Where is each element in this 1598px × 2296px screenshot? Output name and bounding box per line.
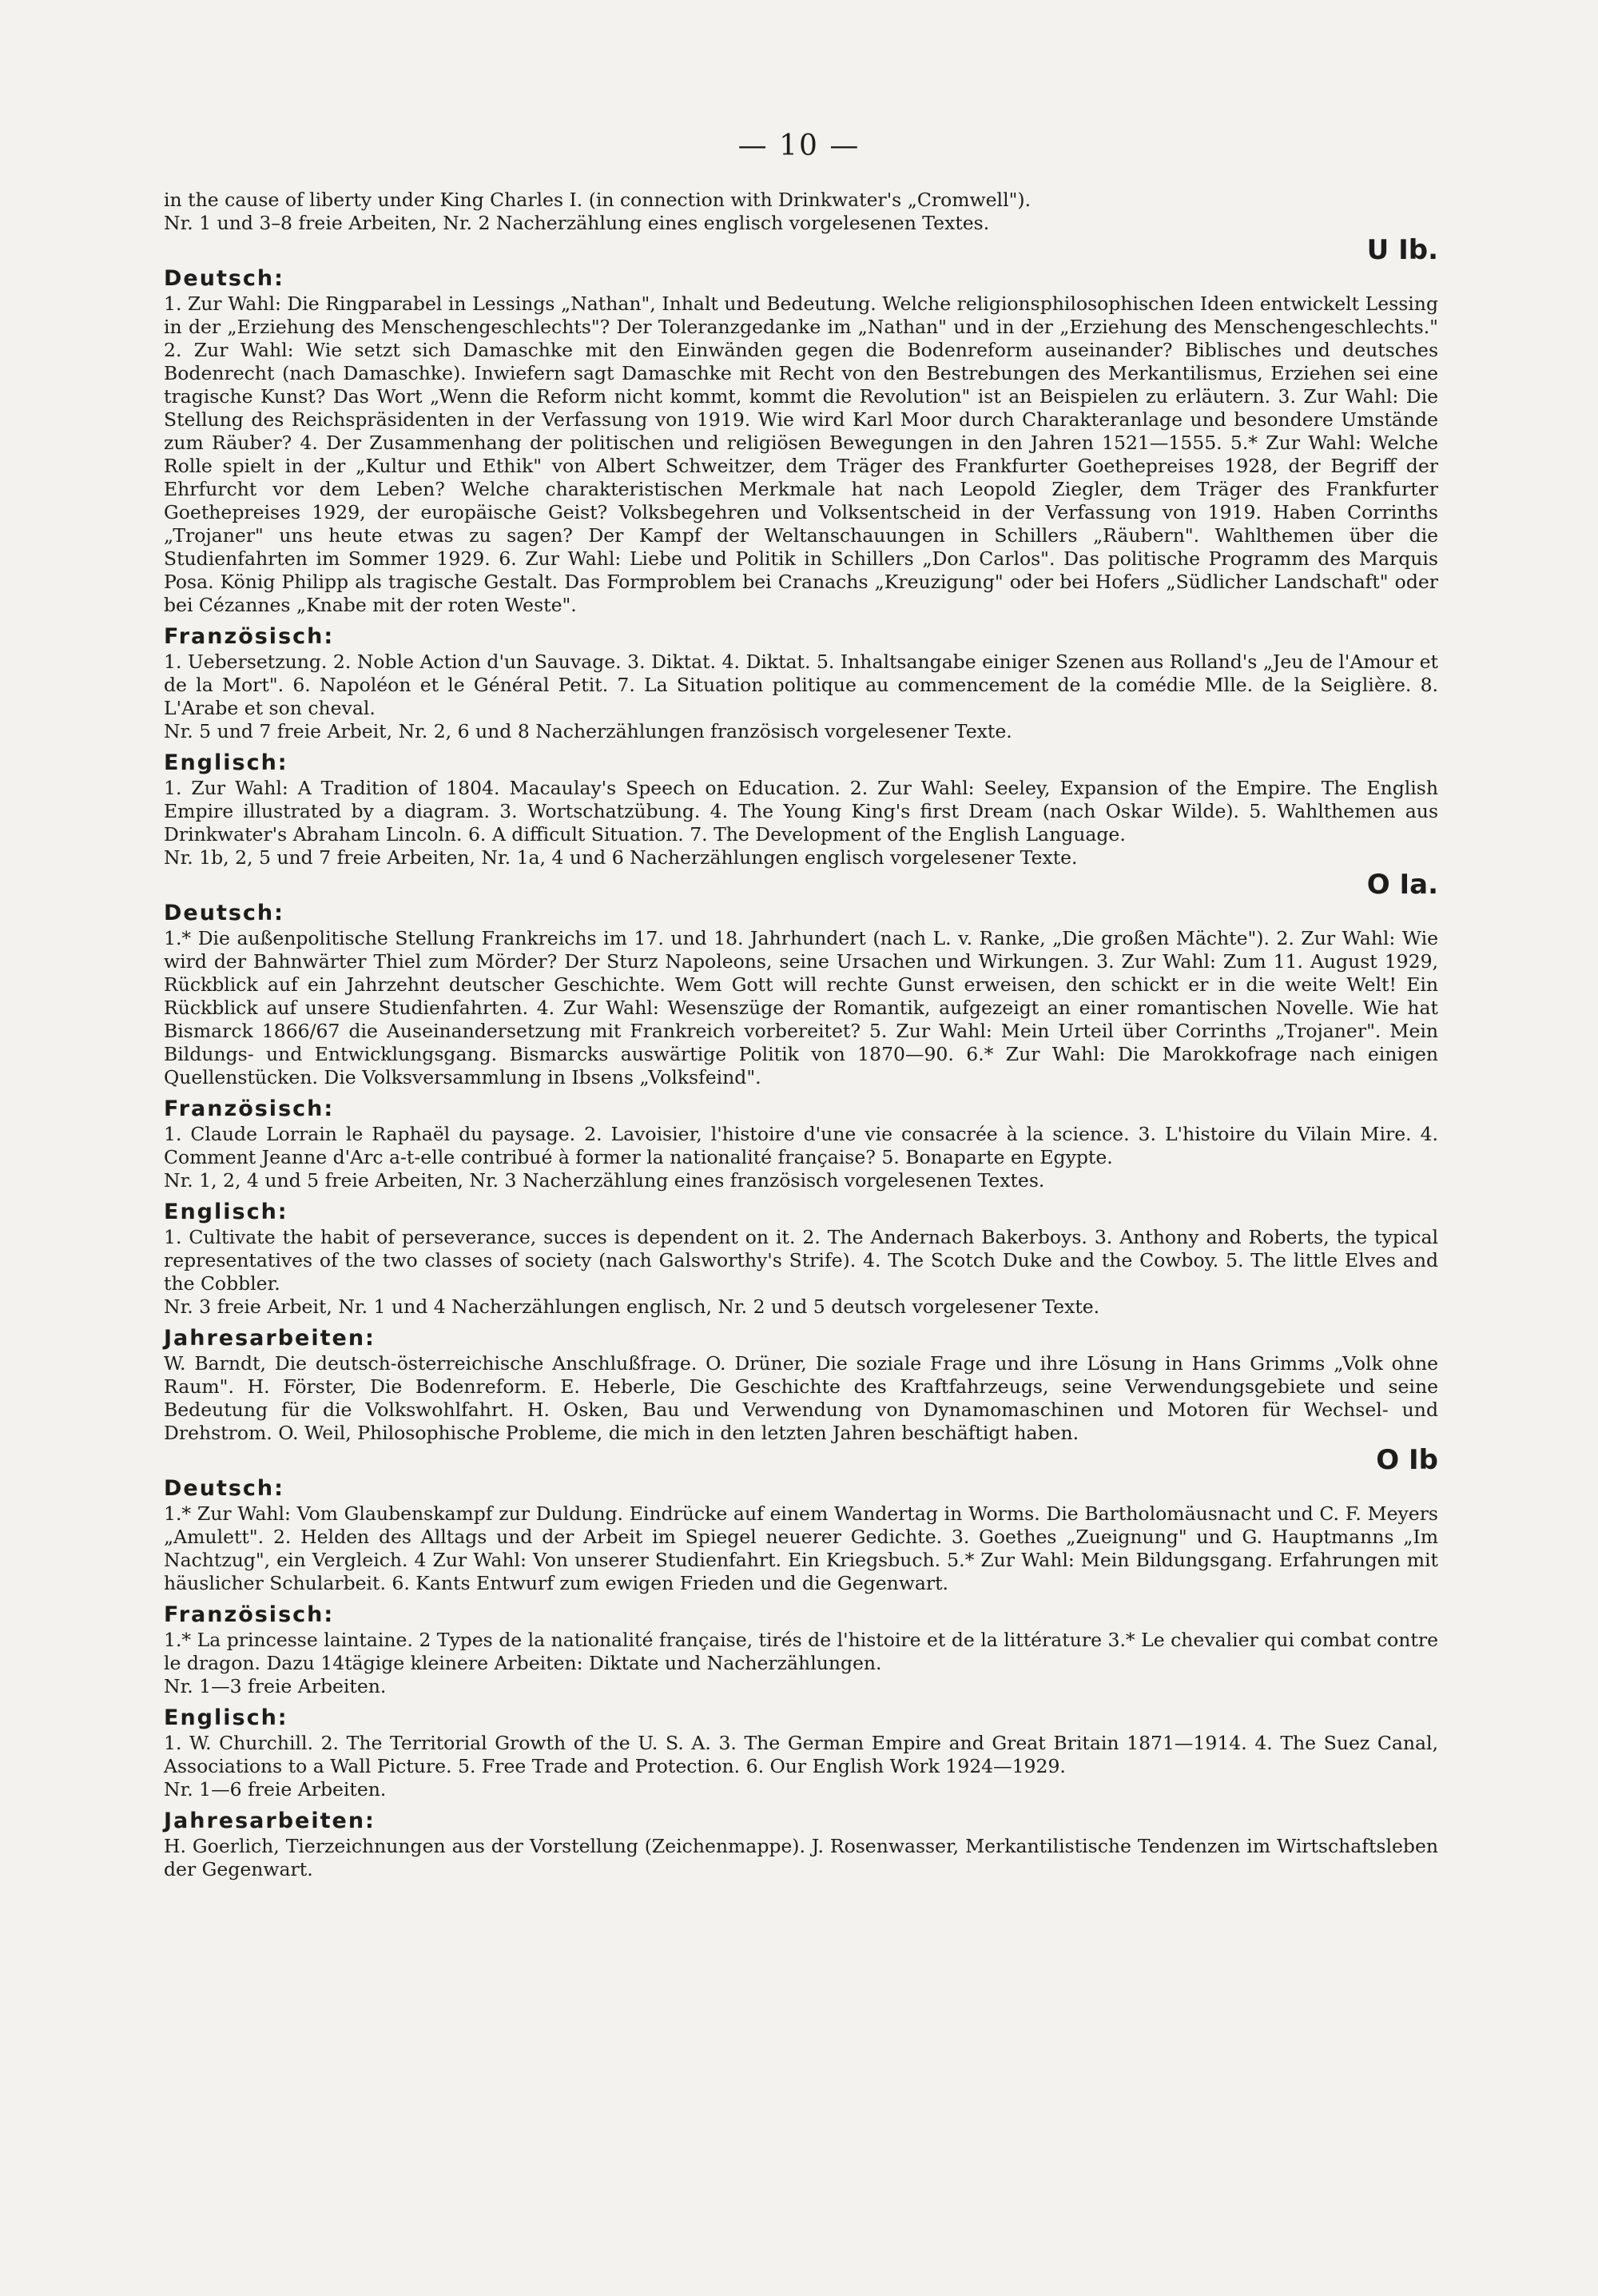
- subject-heading-jahresarbeiten: Jahresarbeiten:: [164, 1809, 376, 1833]
- subject-heading-franzoesisch: Französisch:: [164, 624, 335, 649]
- franzoesisch-topics: 1.* La princesse laintaine. 2 Types de la nationalité française, tirés de l'histoire et de la littérature 3.* Le chevalier qui combat contre le dragon. Dazu 14tägige kleinere Arbeiten: Diktate und Nacherzählungen.: [164, 1629, 1439, 1674]
- page-content: [164, 189, 1438, 1881]
- deutsch-topics: 1.* Zur Wahl: Vom Glaubenskampf zur Duldung. Eindrücke auf einem Wandertag in Worms. Die Bartholomäusnacht und C. F. Meyers „Amulett". 2. Helden des Alltags und der Arbeit im Spiegel neuerer Gedichte. 3. Goethes „Zueignung" und G. Hauptmanns „Im Nachtzug", ein Vergleich. 4 Zur Wahl: Von unserer Studienfahrt. Ein Kriegsbuch. 5.* Zur Wahl: Mein Bildungsgang. Erfahrungen mit häuslicher Schularbeit. 6. Kants Entwurf zum ewigen Frieden und die Gegenwart.: [164, 1502, 1438, 1594]
- franzoesisch-note: Nr. 1—3 freie Arbeiten.: [164, 1675, 387, 1697]
- subject-heading-englisch: Englisch:: [164, 1200, 288, 1224]
- grade-heading-o-ib: O Ib: [1376, 1444, 1438, 1476]
- grade-heading-u-ib: U Ib.: [1366, 234, 1438, 266]
- deutsch-topics: 1. Zur Wahl: Die Ringparabel in Lessings „Nathan", Inhalt und Bedeutung. Welche religionsphilosophischen Ideen entwickelt Lessing in der „Erziehung des Menschengeschlechts"? Der Toleranzgedanke im „Nathan" und in der „Erziehung des Menschengeschlechts." 2. Zur Wahl: Wie setzt sich Damaschke mit den Einwänden gegen die Bodenreform auseinander? Biblisches und deutsches Bodenrecht (nach Damaschke). Inwiefern sagt Damaschke mit Recht von den Bestrebungen des Merkantilismus, Erziehen sei eine tragische Kunst? Das Wort „Wenn die Reform nicht kommt, kommt die Revolution" ist an Beispielen zu erläutern. 3. Zur Wahl: Die Stellung des Reichspräsidenten in der Verfassung von 1919. Wie wird Karl Moor durch Charakteranlage und besondere Umstände zum Räuber? 4. Der Zusammenhang der politischen und religiösen Bewegungen in den Jahren 1521—1555. 5.* Zur Wahl: Welche Rolle spielt in der „Kultur und Ethik" von Albert Schweitzer, dem Träger des Frankfurter Goethepreises 1928, der Begriff der Ehrfurcht vor dem Leben? Welche charakteristischen Merkmale hat nach Leopold Ziegler, dem Träger des Frankfurter Goethepreises 1929, der europäische Geist? Volksbegehren und Volksentscheid in der Verfassung von 1919. Haben Corrinths „Trojaner" uns heute etwas zu sagen? Der Kampf der Weltanschauungen in Schillers „Räubern". Wahlthemen über die Studienfahrten im Sommer 1929. 6. Zur Wahl: Liebe und Politik in Schillers „Don Carlos". Das politische Programm des Marquis Posa. König Philipp als tragische Gestalt. Das Formproblem bei Cranachs „Kreuzigung" oder bei Hofers „Südlicher Landschaft" oder bei Cézannes „Knabe mit der roten Weste".: [164, 292, 1438, 616]
- englisch-note: Nr. 1b, 2, 5 und 7 freie Arbeiten, Nr. 1a, 4 und 6 Nacherzählungen englisch vorgelesener Texte.: [164, 846, 1078, 869]
- jahresarbeiten-list: W. Barndt, Die deutsch-österreichische Anschlußfrage. O. Drüner, Die soziale Frage und ihre Lösung in Hans Grimms „Volk ohne Raum". H. Förster, Die Bodenreform. E. Heberle, Die Geschichte des Kraftfahrzeugs, seine Verwendungsgebiete und seine Bedeutung für die Volkswohlfahrt. H. Osken, Bau und Verwendung von Dynamomaschinen und Motoren für Wechsel- und Drehstrom. O. Weil, Philosophische Probleme, die mich in den letzten Jahren beschäftigt haben.: [164, 1352, 1438, 1444]
- subject-heading-englisch: Englisch:: [164, 1705, 288, 1730]
- deutsch-topics: 1.* Die außenpolitische Stellung Frankreichs im 17. und 18. Jahrhundert (nach L. v. Ranke, „Die großen Mächte"). 2. Zur Wahl: Wie wird der Bahnwärter Thiel zum Mörder? Der Sturz Napoleons, seine Ursachen und Wirkungen. 3. Zur Wahl: Zum 11. August 1929, Rückblick auf ein Jahrzehnt deutscher Geschichte. Wem Gott will rechte Gunst erweisen, den schickt er in die weite Welt! Ein Rückblick auf unsere Studienfahrten. 4. Zur Wahl: Wesenszüge der Romantik, aufgezeigt an einer romantischen Novelle. Wie hat Bismarck 1866/67 die Auseinandersetzung mit Frankreich vorbereitet? 5. Zur Wahl: Mein Urteil über Corrinths „Trojaner". Mein Bildungs- und Entwicklungsgang. Bismarcks auswärtige Politik von 1870—90. 6.* Zur Wahl: Die Marokkofrage nach einigen Quellenstücken. Die Volksversammlung in Ibsens „Volksfeind".: [164, 927, 1438, 1088]
- subject-heading-deutsch: Deutsch:: [164, 901, 284, 925]
- englisch-note: Nr. 1—6 freie Arbeiten.: [164, 1778, 387, 1801]
- subject-heading-franzoesisch: Französisch:: [164, 1602, 335, 1627]
- englisch-topics: 1. W. Churchill. 2. The Territorial Growth of the U. S. A. 3. The German Empire and Great Britain 1871—1914. 4. The Suez Canal, Associations to a Wall Picture. 5. Free Trade and Protection. 6. Our English Work 1924—1929.: [164, 1732, 1438, 1777]
- franzoesisch-note: Nr. 5 und 7 freie Arbeit, Nr. 2, 6 und 8 Nacherzählungen französisch vorgelesener Texte.: [164, 720, 1012, 742]
- subject-heading-deutsch: Deutsch:: [164, 1476, 284, 1501]
- section-u-ib: [164, 235, 1438, 869]
- subject-heading-deutsch: Deutsch:: [164, 266, 284, 291]
- intro-line-2: Nr. 1 und 3–8 freie Arbeiten, Nr. 2 Nacherzählung eines englisch vorgelesenen Textes.: [164, 212, 990, 234]
- subject-heading-franzoesisch: Französisch:: [164, 1096, 335, 1121]
- grade-heading-o-ia: O Ia.: [1366, 869, 1438, 901]
- franzoesisch-topics: 1. Uebersetzung. 2. Noble Action d'un Sauvage. 3. Diktat. 4. Diktat. 5. Inhaltsangabe einiger Szenen aus Rolland's „Jeu de l'Amour et de la Mort". 6. Napoléon et le Général Petit. 7. La Situation politique au commencement de la comédie Mlle. de la Seiglière. 8. L'Arabe et son cheval.: [164, 651, 1438, 719]
- section-o-ib: [164, 1445, 1438, 1881]
- englisch-topics: 1. Cultivate the habit of perseverance, succes is dependent on it. 2. The Andernach Bakerboys. 3. Anthony and Roberts, the typical representatives of the two classes of society (nach Galsworthy's Strife). 4. The Scotch Duke and the Cowboy. 5. The little Elves and the Cobbler.: [164, 1226, 1438, 1295]
- franzoesisch-topics: 1. Claude Lorrain le Raphaël du paysage. 2. Lavoisier, l'histoire d'une vie consacrée à la science. 3. L'histoire du Vilain Mire. 4. Comment Jeanne d'Arc a-t-elle contribué à former la nationalité française? 5. Bonaparte en Egypte.: [164, 1123, 1438, 1168]
- subject-heading-jahresarbeiten: Jahresarbeiten:: [164, 1326, 376, 1351]
- englisch-topics: 1. Zur Wahl: A Tradition of 1804. Macaulay's Speech on Education. 2. Zur Wahl: Seeley, Expansion of the Empire. The English Empire illustrated by a diagram. 3. Wortschatzübung. 4. The Young King's first Dream (nach Oskar Wilde). 5. Wahlthemen aus Drinkwater's Abraham Lincoln. 6. A difficult Situation. 7. The Development of the English Language.: [164, 777, 1438, 846]
- englisch-note: Nr. 3 freie Arbeit, Nr. 1 und 4 Nacherzählungen englisch, Nr. 2 und 5 deutsch vorgelesener Texte.: [164, 1295, 1100, 1318]
- page-number: — 10 —: [737, 129, 861, 162]
- section-o-ia: [164, 869, 1438, 1445]
- intro-line-1: in the cause of liberty under King Charles I. (in connection with Drinkwater's „Cromwell").: [164, 189, 1032, 211]
- subject-heading-englisch: Englisch:: [164, 750, 288, 775]
- jahresarbeiten-list: H. Goerlich, Tierzeichnungen aus der Vorstellung (Zeichenmappe). J. Rosenwasser, Merkantilistische Tendenzen im Wirtschaftsleben der Gegenwart.: [164, 1835, 1438, 1880]
- franzoesisch-note: Nr. 1, 2, 4 und 5 freie Arbeiten, Nr. 3 Nacherzählung eines französisch vorgelesenen Textes.: [164, 1169, 1045, 1192]
